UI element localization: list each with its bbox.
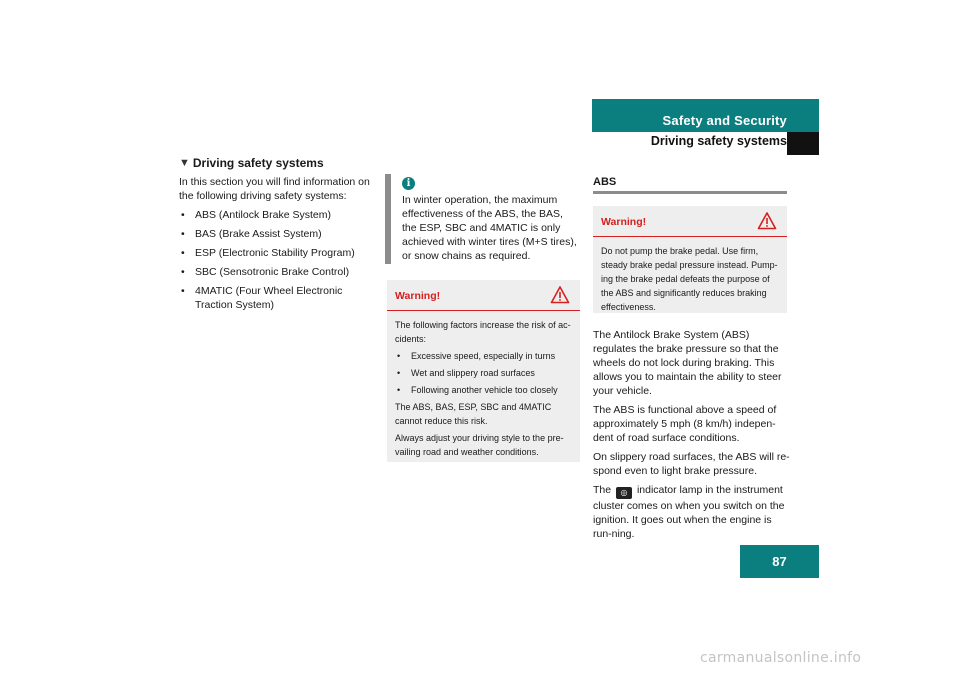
abs-paragraph: On slippery road surfaces, the ABS will re-spond even to light brake pressure. (593, 451, 790, 477)
list-item: • Excessive speed, especially in turns (395, 349, 572, 363)
warning-header (387, 280, 580, 311)
abs-paragraph: The ABS is functional above a speed of approximately 5 mph (8 km/h) indepen-dent of road surface conditions. (593, 404, 777, 444)
section-subtitle: Driving safety systems (650, 134, 787, 148)
warning-intro: The following factors increase the risk of ac-cidents: (395, 320, 571, 344)
watermark: carmanualsonline.info (700, 650, 862, 666)
warning-header (593, 206, 787, 237)
chapter-title: Safety and Security (662, 113, 787, 128)
warning-label: Warning! (395, 290, 441, 302)
warning-label: Warning! (601, 216, 647, 228)
warning-box-accidents (387, 280, 580, 462)
warning-text: Do not pump the brake pedal. Use firm, steady brake pedal pressure instead. Pump-ing the brake pedal defeats the purpose of the ABS and significantly reduces braking effectiveness. (601, 246, 778, 312)
systems-list (179, 208, 379, 312)
warning-triangle-icon (757, 211, 777, 231)
intro-column (179, 156, 379, 317)
list-item: • ABS (Antilock Brake System) (179, 208, 379, 222)
risk-list (395, 349, 572, 397)
abs-heading: ABS (593, 176, 787, 194)
list-item: • 4MATIC (Four Wheel Electronic Traction System) (179, 284, 379, 312)
section-heading (179, 156, 379, 170)
info-bar (385, 174, 391, 264)
abs-indicator-icon: ◎ (616, 487, 632, 499)
list-item: • ESP (Electronic Stability Program) (179, 246, 379, 260)
abs-description (593, 328, 793, 546)
warning-body (593, 237, 787, 323)
header-banner (592, 99, 819, 155)
warning-note: The ABS, BAS, ESP, SBC and 4MATIC cannot reduce this risk. (395, 402, 552, 426)
abs-paragraph: The Antilock Brake System (ABS) regulates the brake pressure so that the wheels do not lock during braking. This allows you to maintain the ability to steer your vehicle. (593, 329, 782, 397)
abs-lamp-text-after: indicator lamp in the instrument cluster comes on when you switch on the ignition. It goes out when the engine is run-ning. (593, 484, 785, 540)
warning-body (387, 311, 580, 468)
page-number: 87 (740, 545, 819, 578)
info-icon: i (402, 177, 415, 190)
info-text: In winter operation, the maximum effectiveness of the ABS, the BAS, the ESP, SBC and 4MATIC is only achieved with winter tires (M+S tires), or snow chains as required. (402, 194, 577, 262)
triangle-down-icon: ▼ (179, 157, 190, 169)
abs-lamp-text-before: The (593, 484, 612, 496)
list-item: • Following another vehicle too closely (395, 383, 572, 397)
warning-box-abs (593, 206, 787, 313)
abs-paragraph (593, 483, 793, 541)
list-item: • SBC (Sensotronic Brake Control) (179, 265, 379, 279)
list-item: • Wet and slippery road surfaces (395, 366, 572, 380)
warning-triangle-icon (550, 285, 570, 305)
section-intro: In this section you will find information on the following driving safety systems: (179, 176, 370, 202)
info-note (385, 174, 580, 264)
list-item: • BAS (Brake Assist System) (179, 227, 379, 241)
warning-note: Always adjust your driving style to the pre-vailing road and weather conditions. (395, 433, 564, 457)
header-corner-block (787, 132, 819, 155)
section-heading-text: Driving safety systems (192, 156, 324, 170)
